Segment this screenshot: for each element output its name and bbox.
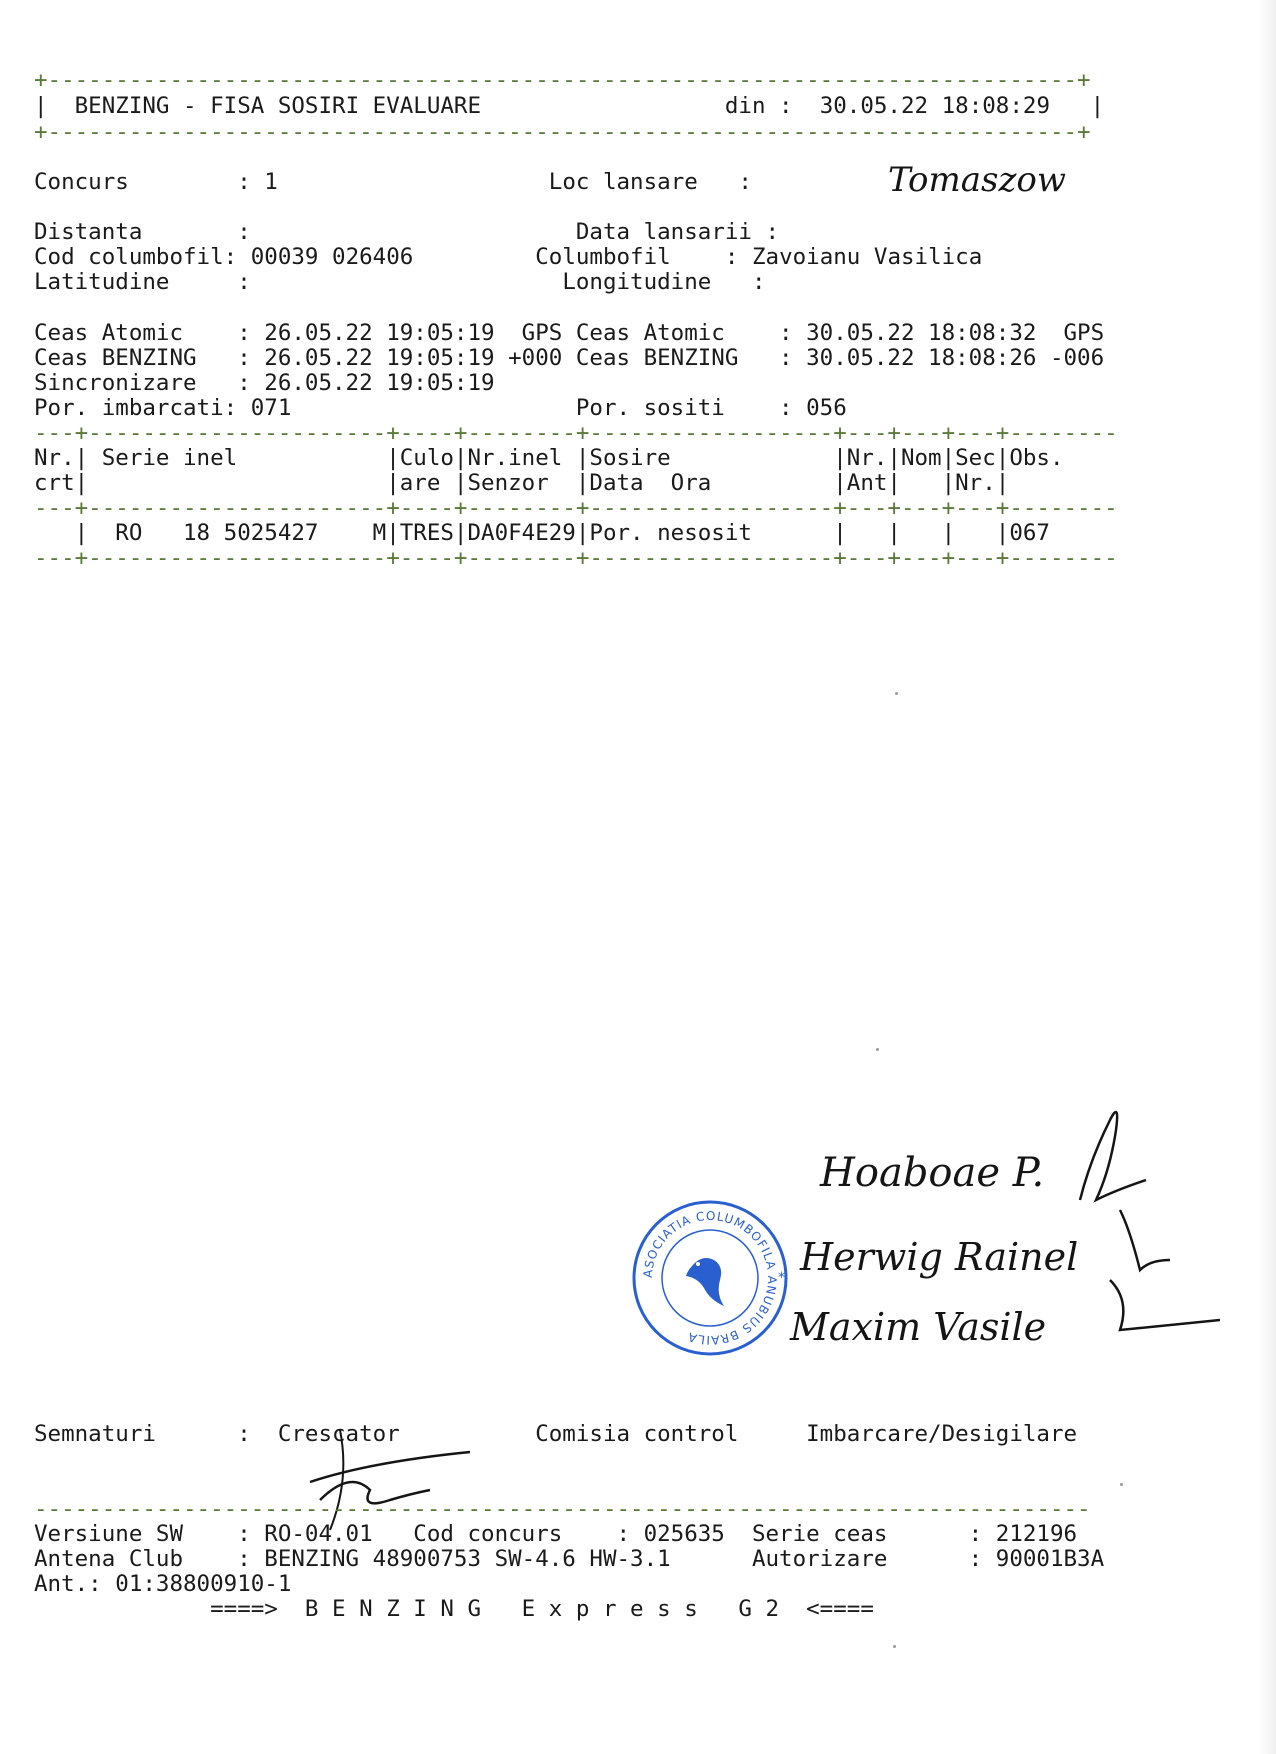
scan-speck xyxy=(893,1645,896,1648)
columbofil-value: Zavoianu Vasilica xyxy=(751,244,983,270)
scan-edge xyxy=(1258,0,1276,1754)
clock-line-1: Ceas Atomic : 26.05.22 19:05:19 GPS Ceas Atomic : 30.05.22 18:08:32 GPS xyxy=(34,320,1105,346)
header-row: | BENZING - FISA SOSIRI EVALUARE din : 30.05.22 18:08:29 | xyxy=(34,93,1105,119)
svg-text:*: * xyxy=(778,1270,785,1286)
clock-line-3: Sincronizare : 26.05.22 19:05:19 xyxy=(34,370,495,396)
date-label: din : xyxy=(724,93,793,119)
loc-lansare-handwritten: Tomaszow xyxy=(888,160,1066,200)
table-header-1: Nr.| Serie inel |Culo|Nr.inel |Sosire |Nr.|Nom|Sec|Obs. xyxy=(34,445,1064,471)
scan-speck xyxy=(1120,1483,1123,1486)
latitudine-row xyxy=(34,270,766,295)
data-lansarii-label: Data lansarii : xyxy=(575,219,780,245)
longitudine-label: Longitudine : xyxy=(562,269,766,295)
concurs-value: 1 xyxy=(264,169,278,195)
table-header-2: crt| |are |Senzor |Data Ora |Ant| |Nr.| xyxy=(34,470,1010,496)
footer-brand-line: ====> B E N Z I N G E x p r e s s G 2 <==== xyxy=(34,1596,874,1622)
footer-sep: ------------------------------------------------------------------------------ xyxy=(34,1496,1091,1522)
loc-lansare-label: Loc lansare : xyxy=(548,169,752,195)
svg-text:ASOCIATIA COLUMBOFILA ANUBIUS: ASOCIATIA COLUMBOFILA ANUBIUS BRAILA xyxy=(640,1208,780,1348)
table-row: | RO 18 5025427 M|TRES|DA0F4E29|Por. nesosit | | | |067 xyxy=(34,520,1050,546)
pigeons-count-line: Por. imbarcati: 071 Por. sositi : 056 xyxy=(34,395,847,421)
cod-columbofil-row xyxy=(34,245,982,270)
signatures-line: Semnaturi : Crescator Comisia control Imbarcare/Desigilare xyxy=(34,1421,1078,1447)
header-border-top: +----------------------------------------------------------------------------+ xyxy=(34,67,1091,93)
table-sep-mid: ---+----------------------+----+--------+------------------+---+---+---+-------- xyxy=(34,495,1118,521)
report-date: 30.05.22 18:08:29 xyxy=(819,93,1050,119)
columbofil-label: Columbofil : xyxy=(535,244,739,270)
club-stamp-seal xyxy=(630,1198,790,1358)
signature-scribble-right xyxy=(1040,1090,1220,1350)
concurs-row xyxy=(34,170,752,195)
report-title: BENZING - FISA SOSIRI EVALUARE xyxy=(74,93,482,119)
distanta-row xyxy=(34,220,779,245)
cod-columbofil-value: 00039 026406 xyxy=(250,244,414,270)
scan-speck xyxy=(876,1048,879,1051)
footer-line-3: Ant.: 01:38800910-1 xyxy=(34,1571,292,1597)
distanta-label: Distanta : xyxy=(34,219,251,245)
latitudine-label: Latitudine : xyxy=(34,269,251,295)
header-border-bottom: +----------------------------------------------------------------------------+ xyxy=(34,119,1091,145)
footer-line-2: Antena Club : BENZING 48900753 SW-4.6 HW-3.1 Autorizare : 90001B3A xyxy=(34,1546,1105,1572)
table-sep-bottom: ---+----------------------+----+--------+------------------+---+---+---+-------- xyxy=(34,545,1118,571)
signature-3: Maxim Vasile xyxy=(790,1305,1047,1349)
cod-columbofil-label: Cod columbofil: xyxy=(34,244,238,270)
footer-line-1: Versiune SW : RO-04.01 Cod concurs : 025635 Serie ceas : 212196 xyxy=(34,1521,1078,1547)
scan-speck xyxy=(895,692,898,695)
signature-2: Herwig Rainel xyxy=(800,1235,1079,1279)
clock-line-2: Ceas BENZING : 26.05.22 19:05:19 +000 Ceas BENZING : 30.05.22 18:08:26 -006 xyxy=(34,345,1105,371)
concurs-label: Concurs : xyxy=(34,169,251,195)
signature-1: Hoaboae P. xyxy=(820,1150,1045,1196)
table-sep-top: ---+----------------------+----+--------+------------------+---+---+---+-------- xyxy=(34,420,1118,446)
